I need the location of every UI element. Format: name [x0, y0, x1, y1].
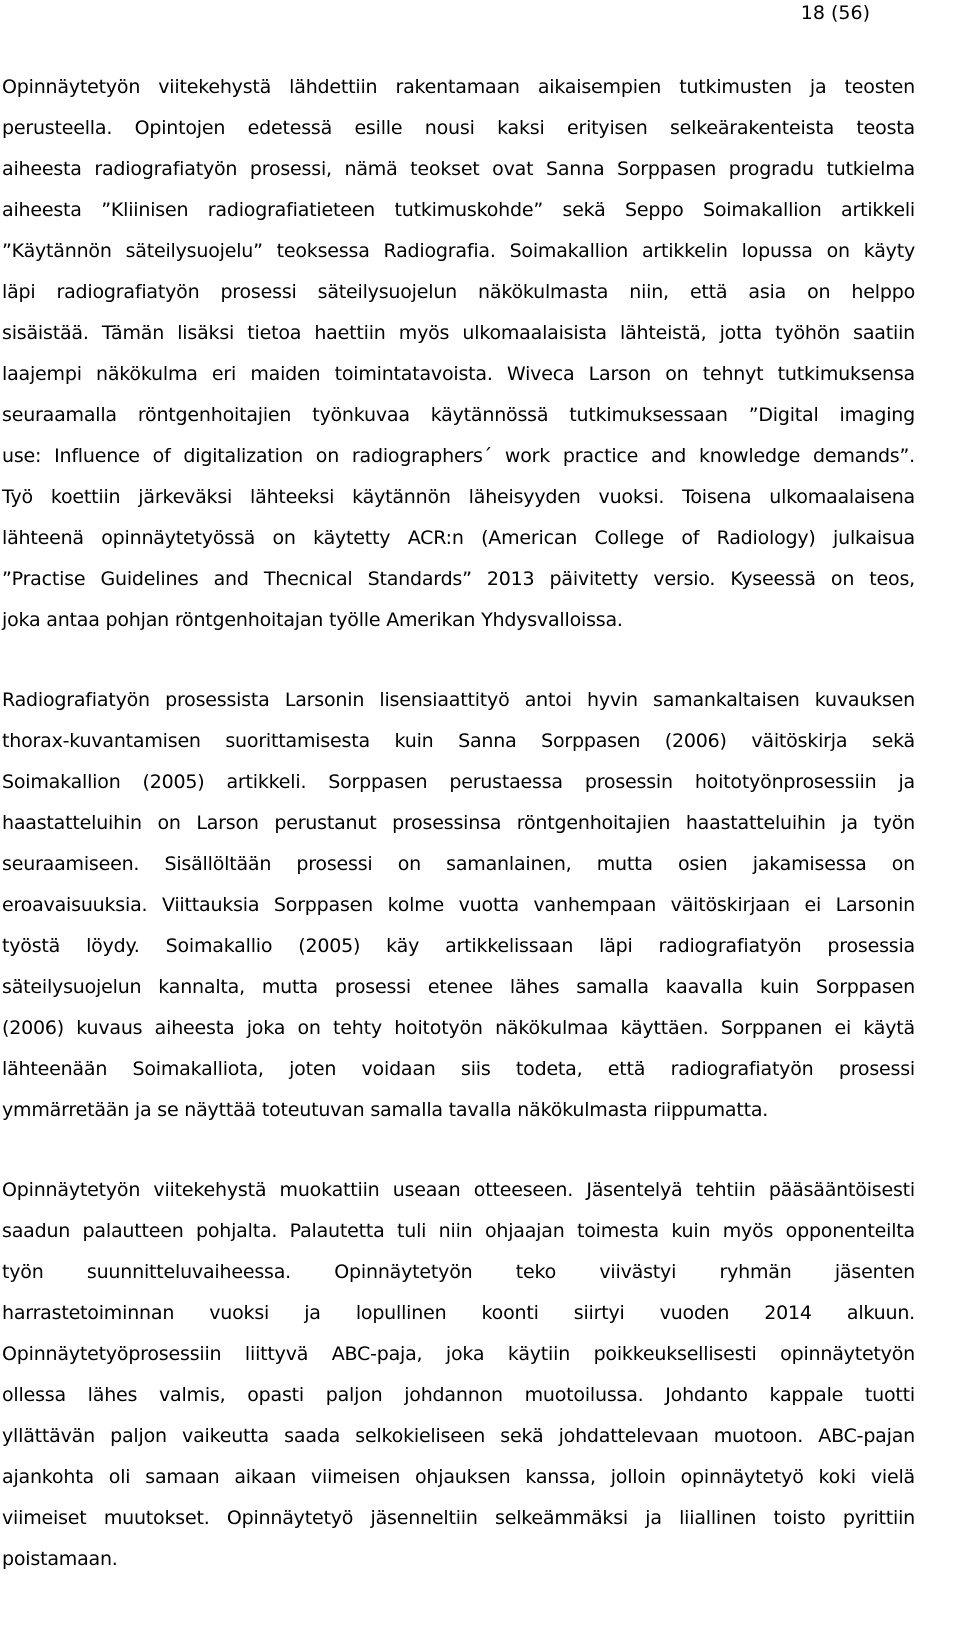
text-line: Opinnäytetyön viitekehystä lähdettiin rakentamaan aikaisempien tutkimusten ja teosten — [2, 76, 915, 98]
text-line: lähteenään Soimakalliota, joten voidaan siis todeta, että radiografiatyön prosessi — [2, 1058, 915, 1080]
text-line: ajankohta oli samaan aikaan viimeisen ohjauksen kanssa, jolloin opinnäytetyö koki vielä — [2, 1466, 915, 1488]
text-line: Työ koettiin järkeväksi lähteeksi käytännön läheisyyden vuoksi. Toisena ulkomaalaisena — [2, 486, 915, 508]
text-line: eroavaisuuksia. Viittauksia Sorppasen kolme vuotta vanhempaan väitöskirjaan ei Larsonin — [2, 894, 915, 916]
text-line: aiheesta radiografiatyön prosessi, nämä teokset ovat Sanna Sorppasen progradu tutkielma — [2, 158, 915, 180]
paragraph-2 — [2, 680, 915, 1131]
text-line: thorax-kuvantamisen suorittamisesta kuin Sanna Sorppasen (2006) väitöskirja sekä — [2, 730, 915, 752]
text-line: joka antaa pohjan röntgenhoitajan työlle Amerikan Yhdysvalloissa. — [2, 609, 623, 631]
text-line: seuraamalla röntgenhoitajien työnkuvaa käytännössä tutkimuksessaan ”Digital imaging — [2, 404, 915, 426]
text-line: seuraamiseen. Sisällöltään prosessi on samanlainen, mutta osien jakamisessa on — [2, 853, 915, 875]
page-number: 18 (56) — [800, 2, 870, 24]
text-line: aiheesta ”Kliinisen radiografiatieteen tutkimuskohde” sekä Seppo Soimakallion artikkeli — [2, 199, 915, 221]
text-line: lähteenä opinnäytetyössä on käytetty ACR:n (American College of Radiology) julkaisua — [2, 527, 915, 549]
text-line: ”Practise Guidelines and Thecnical Standards” 2013 päivitetty versio. Kyseessä on teos, — [2, 568, 915, 590]
text-line: työstä löydy. Soimakallio (2005) käy artikkelissaan läpi radiografiatyön prosessia — [2, 935, 915, 957]
text-line: perusteella. Opintojen edetessä esille nousi kaksi erityisen selkeärakenteista teosta — [2, 117, 915, 139]
text-line: sisäistää. Tämän lisäksi tietoa haettiin myös ulkomaalaisista lähteistä, jotta työhön saatiin — [2, 322, 915, 344]
text-line: use: Influence of digitalization on radiographers´ work practice and knowledge demands”. — [2, 445, 915, 467]
text-line: saadun palautteen pohjalta. Palautetta tuli niin ohjaajan toimesta kuin myös opponenteilta — [2, 1220, 915, 1242]
text-line: läpi radiografiatyön prosessi säteilysuojelun näkökulmasta niin, että asia on helppo — [2, 281, 915, 303]
text-line: säteilysuojelun kannalta, mutta prosessi etenee lähes samalla kaavalla kuin Sorppasen — [2, 976, 915, 998]
text-line: viimeiset muutokset. Opinnäytetyö jäsenneltiin selkeämmäksi ja liiallinen toisto pyrittiin — [2, 1507, 915, 1529]
text-line: Radiografiatyön prosessista Larsonin lisensiaattityö antoi hyvin samankaltaisen kuvauksen — [2, 689, 915, 711]
text-line: ymmärretään ja se näyttää toteutuvan samalla tavalla näkökulmasta riippumatta. — [2, 1099, 769, 1121]
text-line: Soimakallion (2005) artikkeli. Sorppasen perustaessa prosessin hoitotyönprosessiin ja — [2, 771, 915, 793]
text-line: yllättävän paljon vaikeutta saada selkokieliseen sekä johdattelevaan muotoon. ABC-pajan — [2, 1425, 915, 1447]
text-line: ”Käytännön säteilysuojelu” teoksessa Radiografia. Soimakallion artikkelin lopussa on käyty — [2, 240, 915, 262]
text-line: (2006) kuvaus aiheesta joka on tehty hoitotyön näkökulmaa käyttäen. Sorppanen ei käytä — [2, 1017, 915, 1039]
text-line: poistamaan. — [2, 1548, 118, 1570]
text-line: haastatteluihin on Larson perustanut prosessinsa röntgenhoitajien haastatteluihin ja työn — [2, 812, 915, 834]
paragraph-3 — [2, 1170, 915, 1580]
text-line: työn suunnitteluvaiheessa. Opinnäytetyön teko viivästyi ryhmän jäsenten — [2, 1261, 915, 1283]
text-line: laajempi näkökulma eri maiden toimintatavoista. Wiveca Larson on tehnyt tutkimuksensa — [2, 363, 915, 385]
text-line: ollessa lähes valmis, opasti paljon johdannon muotoilussa. Johdanto kappale tuotti — [2, 1384, 915, 1406]
text-line: Opinnäytetyöprosessiin liittyvä ABC-paja, joka käytiin poikkeuksellisesti opinnäytetyön — [2, 1343, 915, 1365]
paragraph-1 — [2, 67, 915, 641]
text-line: harrastetoiminnan vuoksi ja lopullinen koonti siirtyi vuoden 2014 alkuun. — [2, 1302, 915, 1324]
text-line: Opinnäytetyön viitekehystä muokattiin useaan otteeseen. Jäsentelyä tehtiin pääsääntöisesti — [2, 1179, 915, 1201]
